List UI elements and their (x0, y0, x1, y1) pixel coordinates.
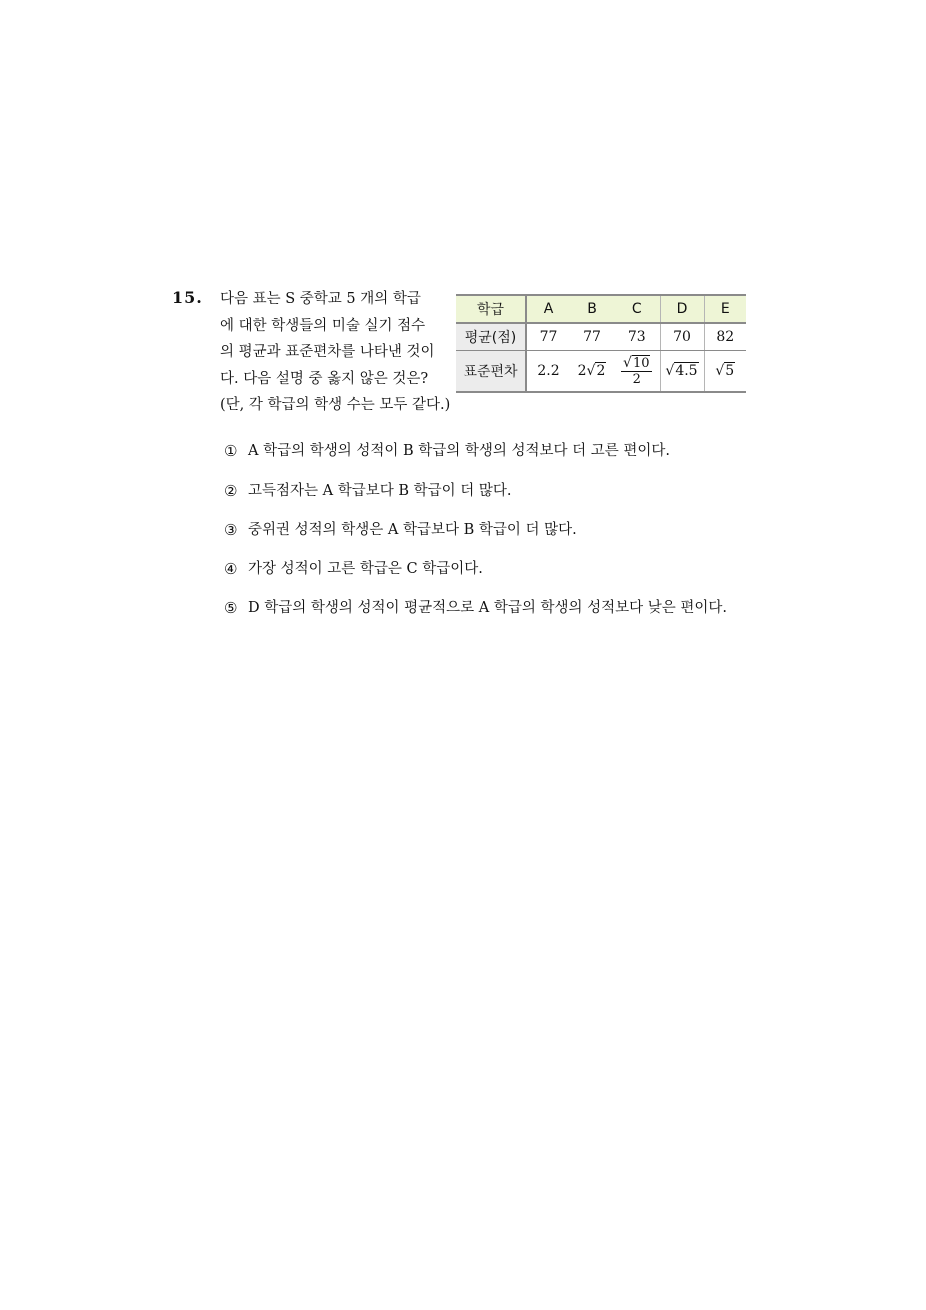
mean-c: 73 (614, 323, 660, 351)
mean-e: 82 (704, 323, 746, 351)
sd-e-radicand: 5 (725, 363, 735, 379)
class-d-header: D (660, 295, 704, 323)
stem-line: 의 평균과 표준편차를 나타낸 것이 (220, 344, 435, 360)
sd-c-radicand: 10 (632, 355, 650, 371)
sd-c-numerator: √10 (621, 356, 652, 372)
class-e-header: E (704, 295, 746, 323)
class-a-header: A (526, 295, 570, 323)
sd-d-sqrt: √4.5 (665, 363, 698, 379)
choice-5[interactable] (224, 597, 758, 619)
sd-e (704, 351, 746, 393)
mean-row (456, 323, 746, 351)
sd-c (614, 351, 660, 393)
choice-text: 고득점자는 A 학급보다 B 학급이 더 많다. (248, 483, 512, 499)
choice-2[interactable] (224, 480, 512, 502)
choice-text: D 학급의 학생의 성적이 평균적으로 A 학급의 학생의 성적보다 낮은 편이다. (248, 600, 727, 616)
sd-b-radicand: 2 (596, 363, 606, 379)
header-label: 학급 (456, 295, 526, 323)
sd-c-fraction (621, 356, 652, 387)
choice-4[interactable] (224, 558, 483, 580)
sd-d-radicand: 4.5 (675, 363, 698, 379)
mean-d: 70 (660, 323, 704, 351)
sd-e-sqrt: √5 (715, 363, 735, 379)
stem-line: 에 대한 학생들의 미술 실기 점수 (220, 317, 426, 334)
choice-text: 가장 성적이 고른 학급은 C 학급이다. (248, 561, 483, 577)
choice-3[interactable] (224, 519, 577, 541)
sd-a-value: 2.2 (537, 363, 560, 379)
choice-marker: ② (224, 482, 238, 500)
mean-b: 77 (570, 323, 614, 351)
question-stem (220, 286, 452, 419)
choice-marker: ① (224, 442, 238, 460)
choice-text: 중위권 성적의 학생은 A 학급보다 B 학급이 더 많다. (248, 522, 577, 538)
choice-marker: ④ (224, 560, 238, 578)
sd-b (570, 351, 614, 393)
sd-row (456, 351, 746, 393)
stem-line: 다. 다음 설명 중 옳지 않은 것은? (220, 370, 429, 387)
stem-line: 다음 표는 S 중학교 5 개의 학급 (220, 291, 421, 307)
choice-text: A 학급의 학생의 성적이 B 학급의 학생의 성적보다 더 고른 편이다. (248, 443, 671, 459)
table-header-row (456, 295, 746, 323)
mean-a: 77 (526, 323, 570, 351)
class-b-header: B (570, 295, 614, 323)
sd-d (660, 351, 704, 393)
mean-label: 평균(점) (456, 323, 526, 351)
grades-table (456, 294, 746, 393)
sd-c-denominator: 2 (632, 371, 641, 387)
class-c-header: C (614, 295, 660, 323)
sd-b-sqrt: √2 (586, 363, 606, 379)
choice-marker: ⑤ (224, 599, 238, 617)
sd-a (526, 351, 570, 393)
choice-1[interactable] (224, 440, 670, 462)
sd-label: 표준편차 (456, 351, 526, 393)
question-number: 15. (172, 288, 203, 307)
choice-marker: ③ (224, 521, 238, 539)
stem-line: (단, 각 학급의 학생 수는 모두 같다.) (220, 397, 451, 413)
sd-b-coef: 2 (577, 363, 587, 379)
